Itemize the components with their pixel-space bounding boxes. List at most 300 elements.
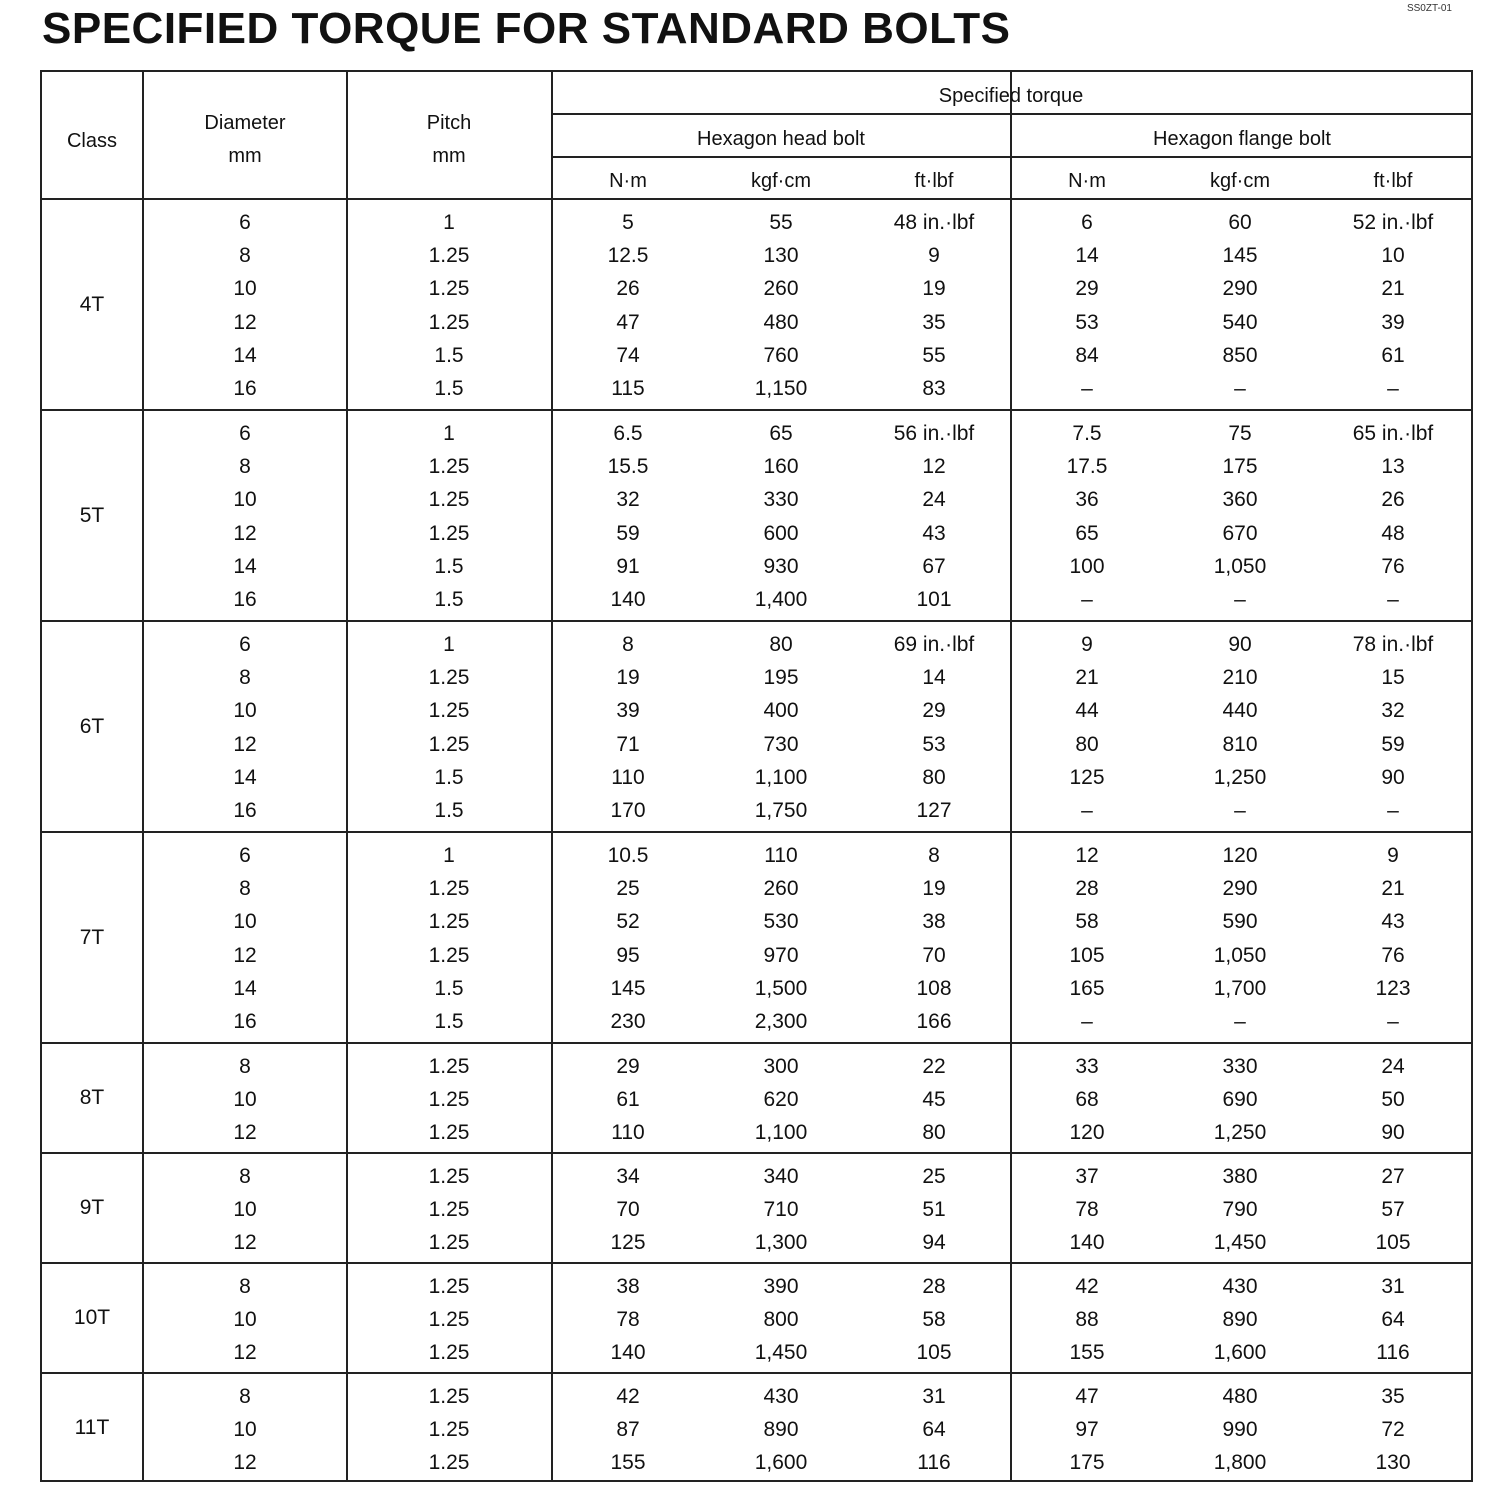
- table-cell: 84: [1075, 343, 1099, 367]
- table-cell: –: [1081, 588, 1093, 611]
- table-cell: 125: [1069, 765, 1105, 789]
- table-cell: 8: [622, 633, 634, 656]
- table-cell: 50: [1381, 1088, 1405, 1112]
- table-cell: 125: [610, 1231, 646, 1255]
- table-cell: 53: [922, 732, 946, 756]
- table-cell: 145: [610, 976, 646, 1000]
- table-cell: 1.25: [428, 666, 470, 690]
- table-cell: 38: [616, 1275, 640, 1298]
- table-cell: 35: [1381, 1385, 1405, 1408]
- table-cell: 140: [610, 588, 646, 611]
- table-cell: 61: [616, 1088, 640, 1112]
- table-cell: 127: [916, 799, 952, 822]
- table-cell: 35: [922, 310, 946, 334]
- table-cell: 730: [763, 732, 799, 756]
- table-cell: 1.5: [434, 554, 464, 578]
- table-cell: 140: [610, 1341, 646, 1365]
- table-cell: 1: [443, 211, 455, 234]
- table-cell: 130: [1375, 1451, 1411, 1475]
- table-cell: 17.5: [1066, 455, 1108, 479]
- class-label: 10T: [73, 1306, 111, 1329]
- table-cell: 1,600: [754, 1451, 808, 1475]
- table-cell: 21: [1381, 277, 1405, 301]
- class-label: 6T: [79, 714, 105, 738]
- group-divider: [40, 409, 1473, 411]
- class-label: 9T: [79, 1196, 105, 1219]
- table-cell: 16: [233, 377, 257, 400]
- column-divider: [551, 70, 553, 1482]
- table-cell: 74: [616, 343, 640, 367]
- table-cell: 58: [922, 1308, 946, 1332]
- table-cell: 48: [1381, 521, 1405, 545]
- table-cell: 1,600: [1213, 1341, 1267, 1365]
- header-bottom-rule: [40, 198, 1473, 200]
- group-divider: [40, 831, 1473, 833]
- table-cell: 6: [239, 422, 251, 445]
- table-cell: 34: [616, 1165, 640, 1188]
- table-cell: 15.5: [607, 455, 649, 479]
- table-cell: 160: [763, 455, 799, 479]
- table-cell: 155: [610, 1451, 646, 1475]
- diameter-header: Diameter: [204, 112, 286, 134]
- table-cell: 43: [922, 521, 946, 545]
- table-cell: 1.25: [428, 943, 470, 967]
- table-cell: 56 in.·lbf: [893, 422, 975, 445]
- header-divider: [552, 113, 1473, 115]
- table-cell: 38: [922, 910, 946, 934]
- table-cell: 480: [1222, 1385, 1258, 1408]
- group-divider: [40, 620, 1473, 622]
- table-cell: 80: [922, 1121, 946, 1145]
- table-cell: 1.25: [428, 1055, 470, 1078]
- class-label: 7T: [79, 925, 105, 949]
- table-cell: 620: [763, 1088, 799, 1112]
- table-cell: 116: [917, 1451, 951, 1475]
- table-cell: 70: [922, 943, 946, 967]
- table-cell: 16: [233, 1010, 257, 1033]
- table-cell: 29: [922, 699, 946, 723]
- table-cell: –: [1081, 1010, 1093, 1033]
- table-cell: 1.5: [434, 588, 464, 611]
- table-cell: 10: [233, 488, 257, 512]
- unit-header: ft·lbf: [914, 170, 954, 192]
- table-cell: 36: [1075, 488, 1099, 512]
- table-cell: 1,050: [1213, 554, 1267, 578]
- pitch-header: Pitch: [426, 112, 472, 134]
- diameter-unit: mm: [228, 145, 262, 167]
- table-cell: 105: [1069, 943, 1105, 967]
- table-cell: 76: [1381, 943, 1405, 967]
- table-cell: 670: [1222, 521, 1258, 545]
- table-cell: 14: [1075, 244, 1099, 268]
- table-cell: 105: [1375, 1231, 1411, 1255]
- table-cell: 90: [1381, 1121, 1405, 1145]
- table-cell: 10: [233, 1088, 257, 1112]
- table-cell: 1.25: [428, 732, 470, 756]
- table-cell: 64: [1381, 1308, 1405, 1332]
- class-label: 11T: [74, 1415, 110, 1439]
- unit-header: ft·lbf: [1373, 170, 1413, 192]
- table-cell: 1,800: [1213, 1451, 1267, 1475]
- table-cell: 8: [239, 244, 251, 268]
- table-cell: 8: [239, 877, 251, 901]
- table-cell: 43: [1381, 910, 1405, 934]
- table-cell: 12: [233, 943, 257, 967]
- table-cell: 32: [1381, 699, 1405, 723]
- table-cell: 1.25: [428, 1308, 470, 1332]
- table-cell: –: [1387, 799, 1399, 822]
- table-cell: –: [1234, 799, 1246, 822]
- table-cell: 1.5: [434, 976, 464, 1000]
- table-cell: 12: [233, 1121, 257, 1145]
- table-cell: 14: [233, 765, 257, 789]
- table-cell: 340: [763, 1165, 799, 1188]
- table-cell: 1.5: [434, 343, 464, 367]
- group-divider: [40, 1152, 1473, 1154]
- table-cell: 430: [1222, 1275, 1258, 1298]
- table-cell: 110: [764, 844, 798, 867]
- table-cell: 42: [1075, 1275, 1099, 1298]
- table-cell: 95: [616, 943, 640, 967]
- table-cell: 12: [233, 1231, 257, 1255]
- table-cell: 47: [1075, 1385, 1099, 1408]
- table-cell: –: [1234, 377, 1246, 400]
- hex-flange-bolt-header: Hexagon flange bolt: [1153, 128, 1331, 150]
- table-cell: 1.25: [428, 455, 470, 479]
- table-cell: 19: [922, 877, 946, 901]
- table-cell: 21: [1381, 877, 1405, 901]
- table-cell: 110: [611, 1121, 645, 1145]
- table-cell: 1,300: [754, 1231, 808, 1255]
- table-cell: 12: [233, 732, 257, 756]
- table-cell: 1.25: [428, 1165, 470, 1188]
- table-cell: 1,750: [754, 799, 808, 822]
- table-cell: 31: [1381, 1275, 1405, 1298]
- table-cell: 12: [922, 455, 946, 479]
- table-cell: 12: [233, 521, 257, 545]
- table-cell: 16: [233, 588, 257, 611]
- table-cell: 6: [239, 633, 251, 656]
- table-cell: 8: [239, 1275, 251, 1298]
- group-divider: [40, 1262, 1473, 1264]
- table-cell: 810: [1222, 732, 1258, 756]
- table-cell: –: [1234, 1010, 1246, 1033]
- table-cell: –: [1081, 377, 1093, 400]
- table-cell: 7.5: [1072, 422, 1102, 445]
- table-cell: 1: [443, 422, 455, 445]
- table-cell: 8: [239, 1385, 251, 1408]
- table-cell: 710: [763, 1198, 799, 1222]
- table-cell: 8: [239, 1165, 251, 1188]
- header-divider: [552, 156, 1473, 158]
- table-cell: 2,300: [754, 1010, 808, 1033]
- table-cell: 230: [610, 1010, 646, 1033]
- table-cell: 600: [763, 521, 799, 545]
- table-cell: 1.25: [428, 488, 470, 512]
- table-cell: 120: [1069, 1121, 1105, 1145]
- table-cell: 28: [922, 1275, 946, 1298]
- table-cell: –: [1387, 377, 1399, 400]
- table-cell: 300: [763, 1055, 799, 1078]
- table-cell: 80: [769, 633, 793, 656]
- table-cell: 58: [1075, 910, 1099, 934]
- table-cell: 1.25: [428, 1121, 470, 1145]
- table-cell: 380: [1222, 1165, 1258, 1188]
- table-cell: 65: [1075, 521, 1099, 545]
- table-cell: 6: [239, 844, 251, 867]
- table-cell: 75: [1228, 422, 1252, 445]
- table-cell: 33: [1075, 1055, 1099, 1078]
- table-cell: 15: [1381, 666, 1405, 690]
- table-cell: 360: [1222, 488, 1258, 512]
- table-cell: 8: [239, 666, 251, 690]
- table-cell: 78: [616, 1308, 640, 1332]
- table-cell: 990: [1222, 1418, 1258, 1442]
- table-cell: 94: [922, 1231, 946, 1255]
- table-cell: 10: [233, 910, 257, 934]
- table-cell: 260: [763, 877, 799, 901]
- class-header: Class: [66, 130, 118, 152]
- table-cell: 61: [1381, 343, 1405, 367]
- table-cell: 890: [1222, 1308, 1258, 1332]
- table-cell: 1.5: [434, 377, 464, 400]
- table-cell: 16: [233, 799, 257, 822]
- table-cell: 12: [233, 1341, 257, 1365]
- table-cell: 1: [443, 844, 455, 867]
- table-cell: 9: [1387, 844, 1399, 867]
- column-divider: [346, 70, 348, 1482]
- table-cell: 64: [922, 1418, 946, 1442]
- table-cell: 1.25: [428, 1088, 470, 1112]
- table-cell: 10: [233, 1308, 257, 1332]
- table-cell: 5: [622, 211, 634, 234]
- table-cell: 14: [233, 343, 257, 367]
- table-cell: 12: [233, 1451, 257, 1475]
- table-cell: 10: [1381, 244, 1405, 268]
- table-cell: 70: [616, 1198, 640, 1222]
- table-cell: 90: [1228, 633, 1252, 656]
- table-cell: 175: [1069, 1451, 1105, 1475]
- table-cell: 26: [1381, 488, 1405, 512]
- table-cell: 110: [611, 765, 645, 789]
- table-cell: 8: [239, 455, 251, 479]
- table-cell: 440: [1222, 699, 1258, 723]
- table-cell: 140: [1069, 1231, 1105, 1255]
- table-cell: 9: [1081, 633, 1093, 656]
- table-cell: 590: [1222, 910, 1258, 934]
- table-cell: 290: [1222, 277, 1258, 301]
- unit-header: kgf·cm: [1210, 170, 1270, 192]
- table-cell: 101: [916, 588, 952, 611]
- table-cell: 45: [922, 1088, 946, 1112]
- table-cell: 10.5: [607, 844, 649, 867]
- table-cell: 540: [1222, 310, 1258, 334]
- pitch-unit: mm: [432, 145, 466, 167]
- table-cell: 1: [443, 633, 455, 656]
- table-cell: 1,100: [754, 765, 808, 789]
- group-divider: [40, 1042, 1473, 1044]
- table-cell: –: [1081, 799, 1093, 822]
- table-cell: 21: [1075, 666, 1099, 690]
- table-cell: 8: [239, 1055, 251, 1078]
- table-cell: 930: [763, 554, 799, 578]
- table-cell: 71: [616, 732, 640, 756]
- table-cell: 130: [763, 244, 799, 268]
- table-cell: 166: [916, 1010, 952, 1033]
- table-cell: 10: [233, 277, 257, 301]
- table-cell: 14: [233, 976, 257, 1000]
- table-cell: 10: [233, 699, 257, 723]
- unit-header: kgf·cm: [751, 170, 811, 192]
- unit-header: N·m: [609, 170, 647, 192]
- table-cell: 480: [763, 310, 799, 334]
- table-cell: 32: [616, 488, 640, 512]
- document-code: SS0ZT-01: [1406, 3, 1452, 14]
- table-cell: –: [1387, 588, 1399, 611]
- table-cell: 52: [616, 910, 640, 934]
- table-cell: 100: [1069, 554, 1105, 578]
- class-label: 8T: [79, 1086, 105, 1109]
- table-cell: 170: [610, 799, 646, 822]
- table-cell: 65: [769, 422, 793, 445]
- class-label: 4T: [79, 292, 105, 316]
- table-cell: 430: [763, 1385, 799, 1408]
- table-cell: 123: [1375, 976, 1411, 1000]
- table-cell: 19: [616, 666, 640, 690]
- table-cell: 10: [233, 1198, 257, 1222]
- table-cell: 175: [1222, 455, 1258, 479]
- table-cell: –: [1387, 1010, 1399, 1033]
- table-cell: 24: [1381, 1055, 1405, 1078]
- table-cell: 210: [1222, 666, 1258, 690]
- table-cell: 1,050: [1213, 943, 1267, 967]
- group-divider: [40, 1372, 1473, 1374]
- table-cell: 1.25: [428, 910, 470, 934]
- table-cell: 55: [922, 343, 946, 367]
- table-cell: 1.25: [428, 1275, 470, 1298]
- unit-header: N·m: [1068, 170, 1106, 192]
- table-cell: 44: [1075, 699, 1099, 723]
- table-cell: 1.25: [428, 877, 470, 901]
- table-cell: 60: [1228, 211, 1252, 234]
- table-cell: 800: [763, 1308, 799, 1332]
- table-cell: 115: [611, 377, 645, 400]
- table-cell: 57: [1381, 1198, 1405, 1222]
- column-divider: [142, 70, 144, 1482]
- table-cell: 1,250: [1213, 1121, 1267, 1145]
- table-cell: 1.25: [428, 310, 470, 334]
- table-cell: 1.25: [428, 244, 470, 268]
- table-cell: 39: [616, 699, 640, 723]
- table-cell: 48 in.·lbf: [893, 211, 975, 234]
- table-cell: 1,400: [754, 588, 808, 611]
- table-cell: 1.25: [428, 699, 470, 723]
- table-cell: 1,450: [754, 1341, 808, 1365]
- table-cell: 890: [763, 1418, 799, 1442]
- table-cell: 6: [1081, 211, 1093, 234]
- table-cell: 9: [928, 244, 940, 268]
- table-cell: 83: [922, 377, 946, 400]
- table-cell: 29: [1075, 277, 1099, 301]
- table-cell: 1.25: [428, 1418, 470, 1442]
- table-cell: 97: [1075, 1418, 1099, 1442]
- table-cell: 88: [1075, 1308, 1099, 1332]
- table-cell: 19: [922, 277, 946, 301]
- table-cell: 165: [1069, 976, 1105, 1000]
- table-cell: 1.25: [428, 277, 470, 301]
- table-cell: 108: [916, 976, 952, 1000]
- table-cell: 1.25: [428, 1451, 470, 1475]
- table-cell: 27: [1381, 1165, 1405, 1188]
- table-cell: 90: [1381, 765, 1405, 789]
- table-cell: 970: [763, 943, 799, 967]
- column-divider: [1010, 70, 1012, 1482]
- table-cell: 390: [763, 1275, 799, 1298]
- table-cell: 80: [1075, 732, 1099, 756]
- table-cell: 31: [922, 1385, 946, 1408]
- table-cell: 47: [616, 310, 640, 334]
- table-cell: –: [1234, 588, 1246, 611]
- class-label: 5T: [79, 503, 105, 527]
- table-cell: 8: [928, 844, 940, 867]
- table-cell: 14: [233, 554, 257, 578]
- table-cell: 145: [1222, 244, 1258, 268]
- table-cell: 10: [233, 1418, 257, 1442]
- table-cell: 55: [769, 211, 793, 234]
- table-cell: 1.25: [428, 1341, 470, 1365]
- table-cell: 850: [1222, 343, 1258, 367]
- table-cell: 69 in.·lbf: [893, 633, 975, 656]
- table-cell: 12.5: [607, 244, 649, 268]
- table-cell: 12: [233, 310, 257, 334]
- table-cell: 51: [922, 1198, 946, 1222]
- table-cell: 25: [616, 877, 640, 901]
- table-cell: 39: [1381, 310, 1405, 334]
- table-cell: 1.5: [434, 765, 464, 789]
- table-cell: 67: [922, 554, 946, 578]
- table-cell: 59: [616, 521, 640, 545]
- table-cell: 1,500: [754, 976, 808, 1000]
- table-cell: 155: [1069, 1341, 1105, 1365]
- table-cell: 690: [1222, 1088, 1258, 1112]
- table-cell: 1,100: [754, 1121, 808, 1145]
- table-cell: 105: [916, 1341, 952, 1365]
- table-cell: 530: [763, 910, 799, 934]
- table-cell: 80: [922, 765, 946, 789]
- table-cell: 760: [763, 343, 799, 367]
- table-cell: 22: [922, 1055, 946, 1078]
- table-cell: 25: [922, 1165, 946, 1188]
- table-cell: 26: [616, 277, 640, 301]
- table-cell: 14: [922, 666, 946, 690]
- table-cell: 116: [1376, 1341, 1410, 1365]
- table-cell: 1,150: [754, 377, 808, 400]
- table-cell: 29: [616, 1055, 640, 1078]
- table-cell: 195: [763, 666, 799, 690]
- table-cell: 1,450: [1213, 1231, 1267, 1255]
- table-cell: 76: [1381, 554, 1405, 578]
- hex-head-bolt-header: Hexagon head bolt: [697, 128, 865, 150]
- table-cell: 290: [1222, 877, 1258, 901]
- page-title: SPECIFIED TORQUE FOR STANDARD BOLTS: [42, 4, 1011, 53]
- table-cell: 59: [1381, 732, 1405, 756]
- table-cell: 1,700: [1213, 976, 1267, 1000]
- table-cell: 78: [1075, 1198, 1099, 1222]
- table-cell: 68: [1075, 1088, 1099, 1112]
- table-cell: 13: [1381, 455, 1405, 479]
- table-cell: 6: [239, 211, 251, 234]
- table-cell: 400: [763, 699, 799, 723]
